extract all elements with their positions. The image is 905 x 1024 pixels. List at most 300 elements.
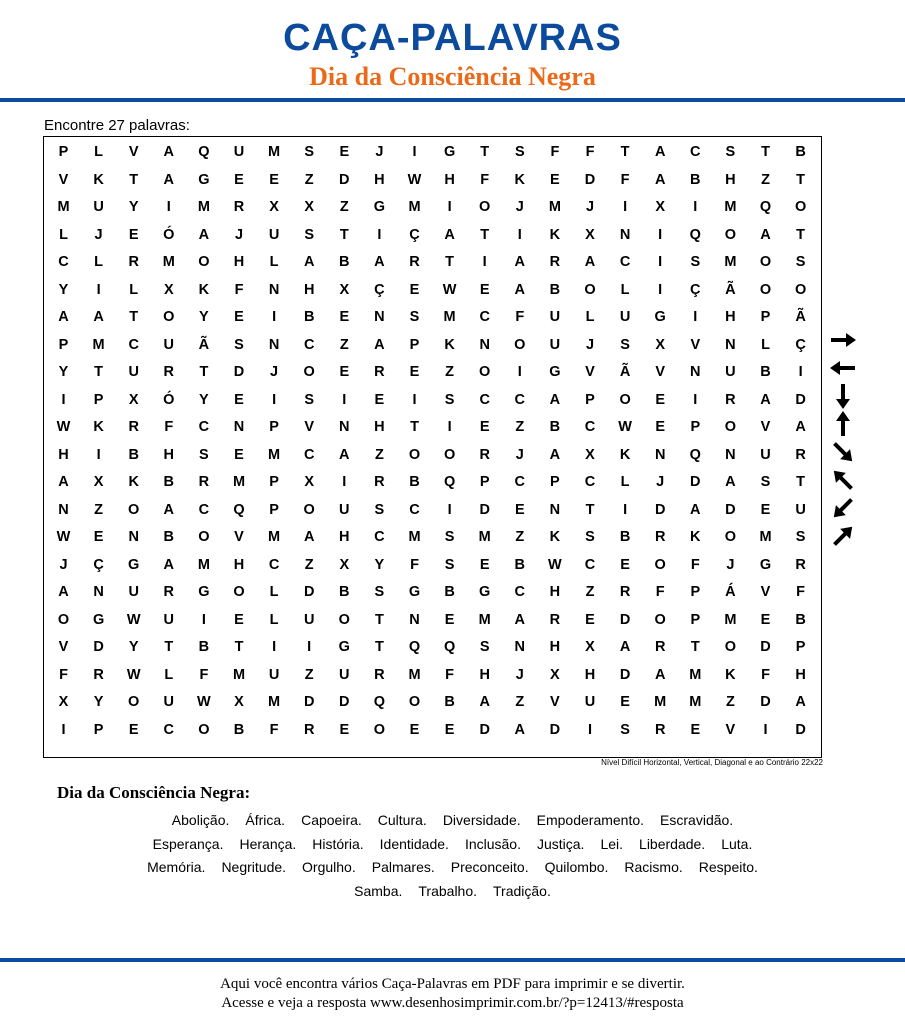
grid-letter[interactable]: F: [585, 144, 595, 160]
grid-letter[interactable]: V: [304, 419, 315, 435]
grid-letter[interactable]: C: [584, 556, 596, 573]
grid-letter[interactable]: X: [655, 199, 666, 215]
grid-letter[interactable]: L: [129, 281, 139, 298]
grid-letter[interactable]: J: [270, 364, 279, 380]
grid-letter[interactable]: E: [550, 171, 560, 188]
grid-letter[interactable]: N: [725, 336, 736, 353]
grid-letter[interactable]: E: [409, 721, 420, 738]
grid-letter[interactable]: B: [128, 446, 139, 463]
grid-letter[interactable]: I: [342, 391, 347, 408]
grid-letter[interactable]: Y: [199, 309, 209, 325]
grid-letter[interactable]: N: [690, 364, 701, 380]
grid-letter[interactable]: R: [654, 721, 666, 738]
grid-letter[interactable]: R: [374, 474, 385, 490]
grid-letter[interactable]: F: [445, 666, 455, 683]
grid-letter[interactable]: N: [374, 309, 385, 325]
grid-letter[interactable]: A: [725, 474, 736, 490]
grid-letter[interactable]: B: [303, 309, 315, 325]
grid-letter[interactable]: N: [128, 529, 139, 545]
grid-letter[interactable]: P: [269, 419, 279, 435]
grid-letter[interactable]: T: [796, 171, 806, 188]
grid-letter[interactable]: V: [234, 529, 244, 545]
grid-letter[interactable]: V: [655, 364, 666, 380]
grid-letter[interactable]: Z: [761, 171, 770, 188]
grid-letter[interactable]: F: [199, 666, 209, 683]
grid-letter[interactable]: Z: [725, 694, 735, 710]
grid-letter[interactable]: E: [234, 309, 244, 325]
grid-letter[interactable]: I: [96, 281, 101, 298]
grid-letter[interactable]: Q: [759, 199, 772, 215]
grid-letter[interactable]: Y: [128, 639, 139, 655]
grid-letter[interactable]: R: [725, 391, 736, 408]
grid-letter[interactable]: E: [479, 556, 490, 573]
grid-letter[interactable]: H: [549, 639, 561, 655]
grid-letter[interactable]: A: [654, 666, 666, 683]
grid-letter[interactable]: O: [373, 721, 386, 738]
grid-letter[interactable]: D: [233, 364, 245, 380]
grid-letter[interactable]: T: [410, 419, 419, 435]
grid-letter[interactable]: B: [795, 611, 806, 628]
grid-letter[interactable]: E: [128, 226, 139, 243]
grid-letter[interactable]: T: [761, 144, 770, 160]
grid-letter[interactable]: Z: [585, 584, 595, 600]
grid-letter[interactable]: J: [375, 144, 384, 160]
grid-letter[interactable]: Q: [443, 639, 456, 655]
grid-letter[interactable]: P: [58, 336, 69, 353]
grid-letter[interactable]: R: [654, 529, 666, 545]
grid-letter[interactable]: Y: [58, 364, 69, 380]
grid-letter[interactable]: V: [550, 694, 560, 710]
grid-letter[interactable]: K: [198, 281, 210, 298]
grid-letter[interactable]: H: [233, 254, 245, 270]
grid-letter[interactable]: J: [726, 556, 735, 573]
grid-letter[interactable]: N: [93, 584, 104, 600]
grid-letter[interactable]: T: [480, 226, 490, 243]
grid-letter[interactable]: B: [163, 474, 175, 490]
grid-letter[interactable]: N: [339, 419, 350, 435]
grid-letter[interactable]: X: [339, 281, 350, 298]
grid-letter[interactable]: R: [409, 254, 420, 270]
grid-letter[interactable]: A: [339, 446, 350, 463]
grid-letter[interactable]: I: [658, 281, 663, 298]
grid-letter[interactable]: S: [760, 474, 771, 490]
grid-letter[interactable]: I: [201, 611, 206, 628]
grid-letter[interactable]: E: [620, 694, 630, 710]
grid-letter[interactable]: X: [128, 391, 139, 408]
grid-letter[interactable]: A: [444, 226, 455, 243]
grid-letter[interactable]: D: [795, 391, 806, 408]
grid-letter[interactable]: B: [198, 639, 210, 655]
grid-letter[interactable]: I: [61, 721, 66, 738]
grid-letter[interactable]: C: [303, 446, 315, 463]
grid-letter[interactable]: U: [163, 611, 175, 628]
grid-letter[interactable]: D: [93, 639, 104, 655]
grid-letter[interactable]: Y: [199, 391, 209, 408]
grid-letter[interactable]: A: [58, 584, 69, 600]
grid-letter[interactable]: R: [374, 364, 385, 380]
grid-letter[interactable]: C: [128, 336, 139, 353]
grid-letter[interactable]: R: [374, 666, 385, 683]
grid-letter[interactable]: H: [725, 171, 736, 188]
grid-letter[interactable]: Ã: [795, 309, 806, 325]
grid-letter[interactable]: T: [374, 639, 384, 655]
grid-letter[interactable]: I: [517, 226, 522, 243]
grid-letter[interactable]: I: [166, 199, 171, 215]
grid-letter[interactable]: M: [408, 199, 421, 215]
grid-letter[interactable]: Q: [408, 639, 421, 655]
grid-letter[interactable]: A: [654, 171, 666, 188]
grid-letter[interactable]: R: [619, 584, 631, 600]
grid-letter[interactable]: Z: [515, 419, 525, 435]
grid-letter[interactable]: S: [374, 584, 385, 600]
grid-letter[interactable]: S: [444, 391, 455, 408]
grid-letter[interactable]: A: [303, 529, 315, 545]
grid-letter[interactable]: E: [620, 556, 630, 573]
grid-letter[interactable]: G: [408, 584, 421, 600]
grid-letter[interactable]: T: [796, 474, 806, 490]
grid-letter[interactable]: M: [724, 611, 737, 628]
grid-letter[interactable]: A: [514, 721, 526, 738]
grid-letter[interactable]: O: [443, 446, 456, 463]
grid-letter[interactable]: P: [550, 474, 560, 490]
grid-letter[interactable]: F: [480, 171, 490, 188]
grid-letter[interactable]: E: [409, 364, 420, 380]
grid-letter[interactable]: A: [374, 254, 385, 270]
grid-letter[interactable]: G: [549, 364, 561, 380]
grid-letter[interactable]: G: [759, 556, 772, 573]
grid-letter[interactable]: U: [760, 446, 771, 463]
grid-letter[interactable]: V: [725, 721, 736, 738]
grid-letter[interactable]: T: [129, 309, 139, 325]
grid-letter[interactable]: S: [409, 309, 420, 325]
grid-letter[interactable]: Ç: [795, 336, 806, 353]
grid-letter[interactable]: T: [339, 226, 349, 243]
grid-letter[interactable]: P: [690, 419, 701, 435]
grid-letter[interactable]: E: [339, 144, 350, 160]
grid-letter[interactable]: O: [724, 226, 737, 243]
grid-letter[interactable]: Z: [445, 364, 455, 380]
grid-letter[interactable]: V: [760, 584, 771, 600]
grid-letter[interactable]: M: [92, 336, 105, 353]
grid-letter[interactable]: W: [56, 419, 71, 435]
grid-letter[interactable]: Ã: [725, 281, 736, 298]
grid-letter[interactable]: N: [619, 226, 631, 243]
grid-letter[interactable]: I: [587, 721, 593, 738]
grid-letter[interactable]: V: [58, 171, 69, 188]
grid-letter[interactable]: H: [303, 281, 315, 298]
grid-letter[interactable]: B: [760, 364, 771, 380]
grid-letter[interactable]: Y: [58, 281, 69, 298]
grid-letter[interactable]: S: [444, 556, 455, 573]
grid-letter[interactable]: H: [374, 419, 385, 435]
grid-letter[interactable]: O: [128, 501, 140, 518]
grid-letter[interactable]: R: [795, 446, 806, 463]
grid-letter[interactable]: U: [584, 694, 596, 710]
grid-letter[interactable]: F: [796, 584, 806, 600]
grid-letter[interactable]: R: [93, 666, 104, 683]
grid-letter[interactable]: Q: [443, 474, 456, 490]
grid-letter[interactable]: E: [479, 281, 490, 298]
grid-letter[interactable]: W: [56, 529, 71, 545]
grid-letter[interactable]: E: [760, 501, 771, 518]
grid-letter[interactable]: N: [514, 639, 526, 655]
grid-letter[interactable]: O: [479, 199, 491, 215]
grid-letter[interactable]: X: [655, 336, 666, 353]
grid-letter[interactable]: R: [303, 721, 315, 738]
grid-letter[interactable]: P: [690, 584, 701, 600]
grid-letter[interactable]: O: [338, 611, 350, 628]
grid-letter[interactable]: S: [620, 721, 630, 738]
grid-letter[interactable]: P: [93, 391, 104, 408]
grid-letter[interactable]: U: [128, 584, 139, 600]
grid-letter[interactable]: S: [304, 391, 315, 408]
grid-letter[interactable]: C: [303, 336, 315, 353]
grid-letter[interactable]: I: [447, 501, 452, 518]
grid-letter[interactable]: E: [514, 501, 525, 518]
grid-letter[interactable]: B: [339, 254, 350, 270]
grid-letter[interactable]: F: [620, 171, 630, 188]
grid-letter[interactable]: O: [724, 529, 737, 545]
grid-letter[interactable]: T: [480, 144, 490, 160]
grid-letter[interactable]: J: [234, 226, 244, 243]
grid-letter[interactable]: N: [725, 446, 736, 463]
grid-letter[interactable]: M: [689, 694, 702, 710]
grid-letter[interactable]: T: [234, 639, 244, 655]
grid-letter[interactable]: I: [342, 474, 347, 490]
grid-letter[interactable]: L: [269, 584, 279, 600]
grid-letter[interactable]: M: [759, 529, 772, 545]
grid-letter[interactable]: F: [269, 721, 279, 738]
grid-letter[interactable]: I: [482, 254, 487, 270]
grid-letter[interactable]: A: [198, 226, 210, 243]
grid-letter[interactable]: L: [94, 254, 104, 270]
grid-letter[interactable]: B: [444, 584, 455, 600]
grid-letter[interactable]: Ç: [690, 281, 701, 298]
grid-letter[interactable]: O: [198, 529, 210, 545]
grid-letter[interactable]: F: [690, 556, 700, 573]
grid-letter[interactable]: A: [795, 694, 806, 710]
grid-letter[interactable]: X: [339, 556, 350, 573]
grid-letter[interactable]: E: [234, 391, 244, 408]
grid-letter[interactable]: I: [447, 419, 452, 435]
grid-letter[interactable]: B: [339, 584, 350, 600]
grid-letter[interactable]: B: [690, 171, 701, 188]
grid-letter[interactable]: D: [760, 639, 771, 655]
grid-letter[interactable]: E: [585, 611, 595, 628]
grid-letter[interactable]: O: [759, 254, 772, 270]
grid-letter[interactable]: Ç: [409, 226, 420, 243]
grid-letter[interactable]: M: [162, 254, 175, 270]
grid-letter[interactable]: O: [57, 611, 70, 628]
grid-letter[interactable]: I: [412, 144, 417, 160]
grid-letter[interactable]: K: [619, 446, 631, 463]
grid-letter[interactable]: P: [479, 474, 490, 490]
grid-letter[interactable]: C: [479, 391, 490, 408]
grid-letter[interactable]: I: [412, 391, 417, 408]
grid-letter[interactable]: N: [654, 446, 666, 463]
grid-letter[interactable]: E: [339, 721, 350, 738]
grid-letter[interactable]: N: [268, 281, 280, 298]
grid-letter[interactable]: W: [618, 419, 632, 435]
grid-letter[interactable]: F: [164, 419, 174, 435]
grid-letter[interactable]: O: [514, 336, 526, 353]
grid-letter[interactable]: T: [94, 364, 104, 380]
grid-letter[interactable]: F: [234, 281, 244, 298]
grid-letter[interactable]: B: [549, 419, 561, 435]
grid-letter[interactable]: N: [233, 419, 245, 435]
grid-letter[interactable]: Q: [373, 694, 386, 710]
grid-letter[interactable]: X: [585, 226, 595, 243]
grid-letter[interactable]: T: [796, 226, 806, 243]
grid-letter[interactable]: S: [234, 336, 244, 353]
grid-letter[interactable]: G: [92, 611, 105, 628]
grid-letter[interactable]: P: [795, 639, 806, 655]
grid-letter[interactable]: O: [408, 446, 421, 463]
grid-letter[interactable]: O: [233, 584, 245, 600]
grid-letter[interactable]: H: [163, 446, 175, 463]
grid-letter[interactable]: H: [584, 666, 596, 683]
grid-letter[interactable]: Y: [374, 556, 385, 573]
grid-letter[interactable]: O: [654, 611, 666, 628]
grid-letter[interactable]: U: [339, 501, 350, 518]
grid-letter[interactable]: F: [761, 666, 770, 683]
grid-letter[interactable]: A: [163, 144, 175, 160]
grid-letter[interactable]: K: [93, 419, 104, 435]
grid-letter[interactable]: W: [442, 281, 457, 298]
grid-letter[interactable]: F: [59, 666, 68, 683]
grid-letter[interactable]: A: [760, 391, 771, 408]
grid-letter[interactable]: P: [409, 336, 420, 353]
grid-letter[interactable]: I: [61, 391, 66, 408]
grid-letter[interactable]: M: [724, 254, 737, 270]
grid-letter[interactable]: A: [795, 419, 806, 435]
grid-letter[interactable]: D: [479, 721, 490, 738]
grid-letter[interactable]: D: [584, 171, 596, 188]
grid-letter[interactable]: Q: [689, 446, 701, 463]
grid-letter[interactable]: R: [163, 364, 175, 380]
grid-letter[interactable]: C: [584, 419, 596, 435]
grid-letter[interactable]: R: [654, 639, 666, 655]
grid-letter[interactable]: Z: [515, 529, 525, 545]
grid-letter[interactable]: H: [725, 309, 736, 325]
grid-letter[interactable]: J: [515, 446, 524, 463]
grid-letter[interactable]: A: [163, 501, 175, 518]
grid-letter[interactable]: T: [164, 639, 174, 655]
grid-letter[interactable]: O: [163, 309, 175, 325]
grid-letter[interactable]: V: [760, 419, 771, 435]
grid-letter[interactable]: P: [760, 309, 771, 325]
grid-letter[interactable]: M: [654, 694, 667, 710]
grid-letter[interactable]: B: [795, 144, 806, 160]
grid-letter[interactable]: F: [515, 309, 525, 325]
grid-letter[interactable]: E: [234, 171, 244, 188]
grid-letter[interactable]: C: [163, 721, 175, 738]
grid-letter[interactable]: O: [654, 556, 666, 573]
grid-letter[interactable]: L: [269, 611, 279, 628]
grid-letter[interactable]: A: [514, 611, 526, 628]
grid-letter[interactable]: E: [690, 721, 701, 738]
grid-letter[interactable]: Ã: [198, 336, 210, 353]
grid-letter[interactable]: J: [59, 556, 68, 573]
grid-letter[interactable]: M: [232, 666, 246, 683]
grid-letter[interactable]: L: [269, 254, 279, 270]
grid-letter[interactable]: G: [198, 171, 210, 188]
grid-letter[interactable]: D: [795, 721, 806, 738]
grid-letter[interactable]: C: [690, 144, 701, 160]
grid-letter[interactable]: H: [444, 171, 455, 188]
grid-letter[interactable]: I: [272, 309, 277, 325]
grid-letter[interactable]: U: [163, 694, 175, 710]
grid-letter[interactable]: A: [58, 309, 69, 325]
grid-letter[interactable]: M: [57, 199, 70, 215]
grid-letter[interactable]: X: [550, 666, 560, 683]
grid-letter[interactable]: O: [128, 694, 140, 710]
grid-letter[interactable]: Z: [304, 171, 314, 188]
grid-letter[interactable]: J: [585, 199, 595, 215]
grid-letter[interactable]: A: [584, 254, 596, 270]
grid-letter[interactable]: S: [199, 446, 209, 463]
grid-letter[interactable]: A: [760, 226, 771, 243]
grid-letter[interactable]: A: [303, 254, 315, 270]
grid-letter[interactable]: T: [620, 144, 630, 160]
grid-letter[interactable]: S: [725, 144, 736, 160]
grid-letter[interactable]: R: [233, 199, 245, 215]
grid-letter[interactable]: D: [760, 694, 771, 710]
grid-letter[interactable]: M: [408, 666, 421, 683]
grid-letter[interactable]: X: [585, 446, 595, 463]
grid-letter[interactable]: M: [724, 199, 737, 215]
grid-letter[interactable]: C: [514, 391, 526, 408]
grid-letter[interactable]: R: [549, 611, 561, 628]
grid-letter[interactable]: Ç: [93, 556, 104, 573]
grid-letter[interactable]: L: [94, 144, 104, 160]
grid-letter[interactable]: C: [409, 501, 420, 518]
grid-letter[interactable]: I: [96, 446, 101, 463]
grid-letter[interactable]: E: [655, 419, 666, 435]
grid-letter[interactable]: E: [374, 391, 385, 408]
grid-letter[interactable]: C: [268, 556, 280, 573]
grid-letter[interactable]: B: [163, 529, 175, 545]
grid-letter[interactable]: I: [517, 364, 522, 380]
grid-letter[interactable]: X: [304, 199, 315, 215]
grid-letter[interactable]: I: [798, 364, 803, 380]
grid-letter[interactable]: C: [584, 474, 596, 490]
grid-letter[interactable]: X: [58, 694, 69, 710]
grid-letter[interactable]: T: [199, 364, 209, 380]
grid-letter[interactable]: D: [339, 171, 350, 188]
grid-letter[interactable]: D: [479, 501, 490, 518]
grid-letter[interactable]: O: [724, 639, 737, 655]
grid-letter[interactable]: G: [338, 639, 350, 655]
grid-letter[interactable]: R: [198, 474, 210, 490]
grid-letter[interactable]: D: [725, 501, 736, 518]
grid-letter[interactable]: J: [94, 226, 103, 243]
grid-letter[interactable]: A: [163, 556, 175, 573]
grid-letter[interactable]: B: [444, 694, 455, 710]
grid-letter[interactable]: S: [444, 529, 455, 545]
grid-letter[interactable]: S: [795, 254, 806, 270]
grid-letter[interactable]: L: [761, 336, 770, 353]
grid-letter[interactable]: K: [514, 171, 526, 188]
grid-letter[interactable]: O: [198, 254, 210, 270]
grid-letter[interactable]: G: [128, 556, 140, 573]
grid-letter[interactable]: M: [548, 199, 561, 215]
grid-letter[interactable]: A: [549, 446, 561, 463]
grid-letter[interactable]: K: [725, 666, 736, 683]
grid-letter[interactable]: I: [623, 501, 628, 518]
grid-letter[interactable]: U: [128, 364, 139, 380]
grid-letter[interactable]: S: [585, 529, 595, 545]
